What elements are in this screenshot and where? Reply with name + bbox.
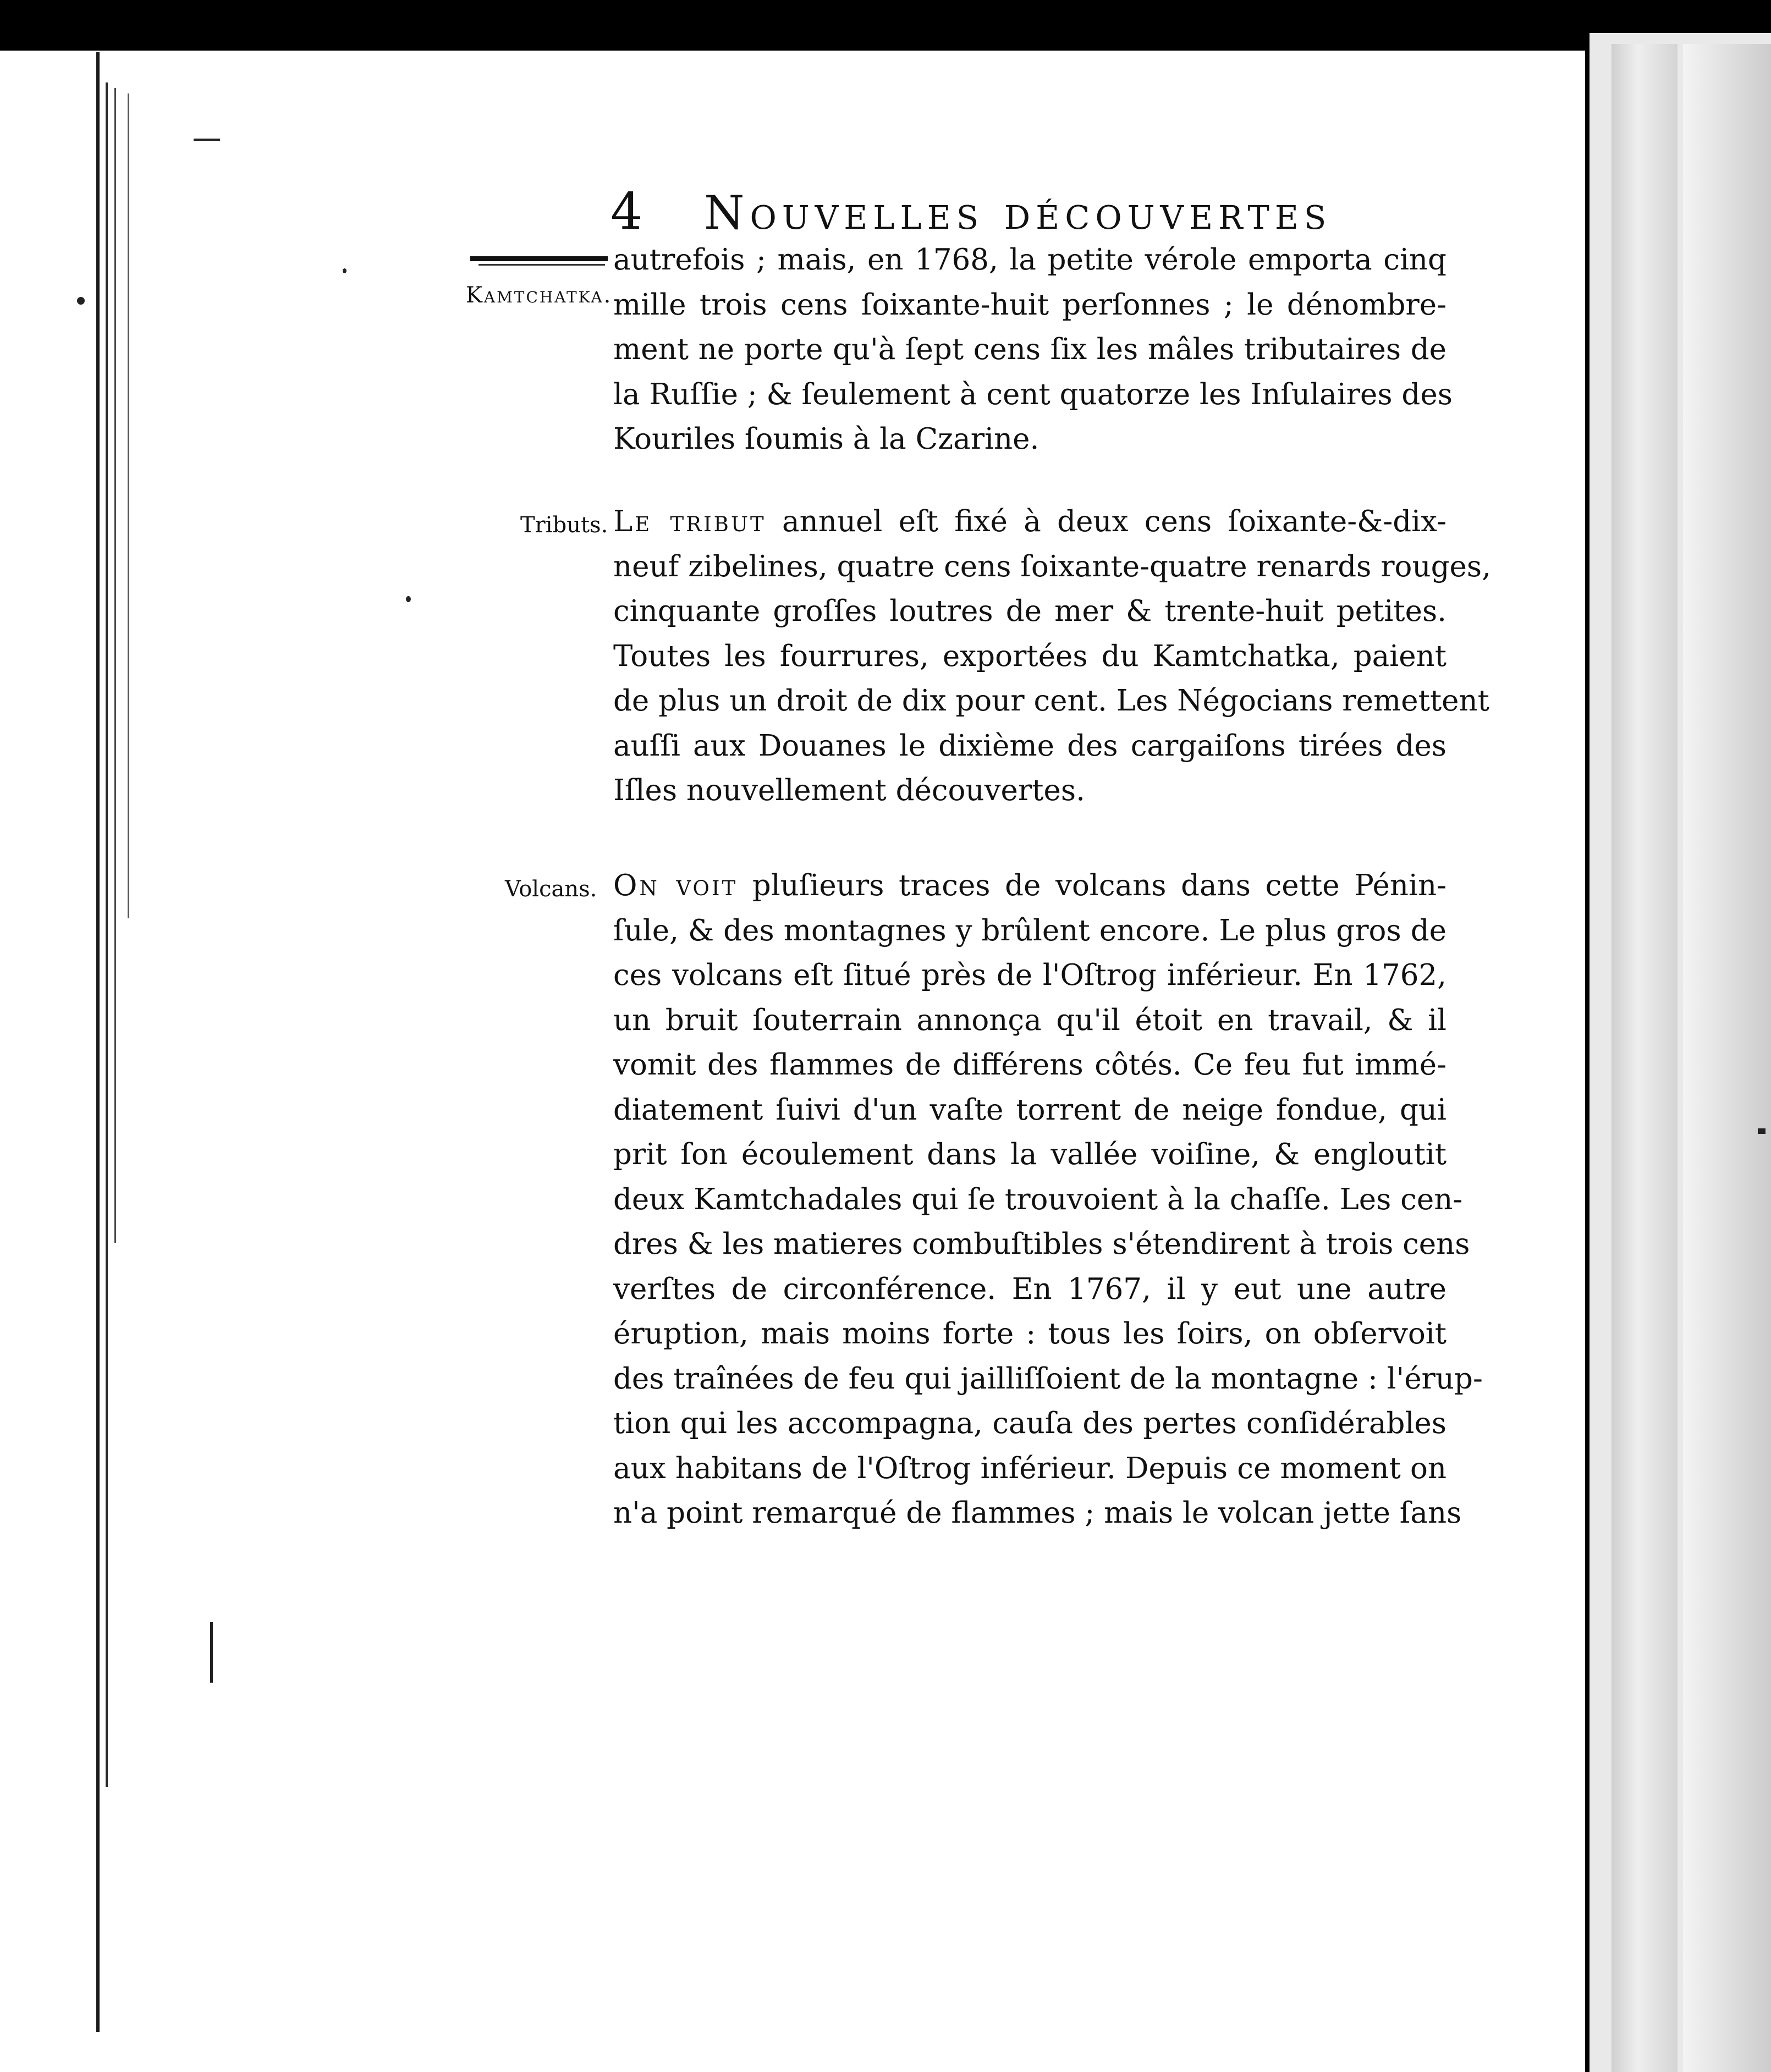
running-title: Nouvelles découvertes xyxy=(704,186,1332,240)
text-line: cinquante groſſes loutres de mer & trente-huit petites. xyxy=(613,594,1447,628)
text-line: n'a point remarqué de flammes ; mais le volcan jette ſans xyxy=(613,1496,1462,1530)
page-gutter-shadow xyxy=(1612,44,1678,2072)
text-line: ſule, & des montagnes y brûlent encore. Le plus gros de xyxy=(613,913,1447,947)
scan-speck xyxy=(210,1622,213,1683)
page-gutter-shadow-outer xyxy=(1683,44,1771,2072)
text-line: Toutes les fourrures, exportées du Kamtchatka, paient xyxy=(613,639,1447,673)
text-line: vomit des flammes de différens côtés. Ce feu fut immé- xyxy=(613,1048,1447,1082)
text-line: autrefois ; mais, en 1768, la petite vérole emporta cinq xyxy=(613,243,1447,277)
scan-border-top xyxy=(0,0,1771,51)
page-number: 4 xyxy=(610,182,648,241)
text-line: tion qui les accompagna, cauſa des pertes conſidérables xyxy=(613,1407,1447,1440)
scan-speck xyxy=(343,268,346,273)
page-edge-left-inner-3 xyxy=(128,93,129,918)
text-line xyxy=(613,499,1447,544)
page-edge-left-inner xyxy=(106,82,108,1787)
text-line: ment ne porte qu'à ſept cens ſix les mâles tributaires de xyxy=(613,333,1447,366)
margin-note-kamtchatka: Kamtchatka. xyxy=(466,283,613,308)
text-line: prit ſon écoulement dans la vallée voiſine, & engloutit xyxy=(613,1138,1447,1171)
text-line: un bruit ſouterrain annonça qu'il étoit en travail, & il xyxy=(613,1003,1447,1037)
text-run: pluſieurs traces de volcans dans cette Pénin- xyxy=(738,869,1447,902)
text-line: verſtes de circonférence. En 1767, il y eut une autre xyxy=(613,1272,1447,1306)
paragraph-population xyxy=(613,238,1453,462)
margin-note-volcans: Volcans. xyxy=(505,877,597,902)
scan-speck xyxy=(194,139,220,141)
text-line: auſſi aux Douanes le dixième des cargaiſons tirées des xyxy=(613,729,1447,763)
text-line: la Ruſſie ; & ſeulement à cent quatorze les Inſulaires des xyxy=(613,377,1453,411)
text-line: aux habitans de l'Oſtrog inférieur. Depuis ce moment on xyxy=(613,1451,1447,1485)
paragraph-tributs xyxy=(613,499,1491,813)
text-line: deux Kamtchadales qui ſe trouvoient à la chaſſe. Les cen- xyxy=(613,1182,1463,1216)
text-line: des traînées de feu qui jailliſſoient de la montagne : l'érup- xyxy=(613,1362,1483,1396)
margin-note-tributs: Tributs. xyxy=(520,513,608,538)
text-line: dres & les matieres combuſtibles s'étendirent à trois cens xyxy=(613,1227,1470,1261)
paragraph-lead: On voit xyxy=(613,869,738,902)
paragraph-volcans xyxy=(613,863,1483,1536)
scan-speck xyxy=(406,596,411,602)
page-edge-right xyxy=(1585,33,1590,2072)
text-line: éruption, mais moins forte : tous les ſoirs, on obſervoit xyxy=(613,1317,1447,1351)
text-line: diatement ſuivi d'un vaſte torrent de neige fondue, qui xyxy=(613,1093,1447,1127)
paragraph-lead: Le tribut xyxy=(613,505,766,538)
running-head xyxy=(610,179,1336,245)
section-rule xyxy=(470,256,608,261)
text-line: ces volcans eſt ſitué près de l'Oſtrog inférieur. En 1762, xyxy=(613,958,1447,992)
text-run: annuel eſt fixé à deux cens ſoixante-&-dix- xyxy=(766,505,1447,538)
text-line: de plus un droit de dix pour cent. Les Négocians remettent xyxy=(613,684,1489,718)
text-line: mille trois cens ſoixante-huit perſonnes ; le dénombre- xyxy=(613,288,1447,322)
scan-speck xyxy=(1758,1128,1766,1134)
section-rule-thin xyxy=(479,264,605,266)
text-line xyxy=(613,863,1447,908)
page-edge-left-inner-2 xyxy=(114,88,116,1243)
scan-speck xyxy=(77,297,85,305)
text-line: neuf zibelines, quatre cens ſoixante-quatre renards rouges, xyxy=(613,549,1491,583)
text-line: Iſles nouvellement découvertes. xyxy=(613,774,1085,807)
text-line: Kouriles ſoumis à la Czarine. xyxy=(613,422,1040,456)
page-edge-left xyxy=(96,52,100,2032)
